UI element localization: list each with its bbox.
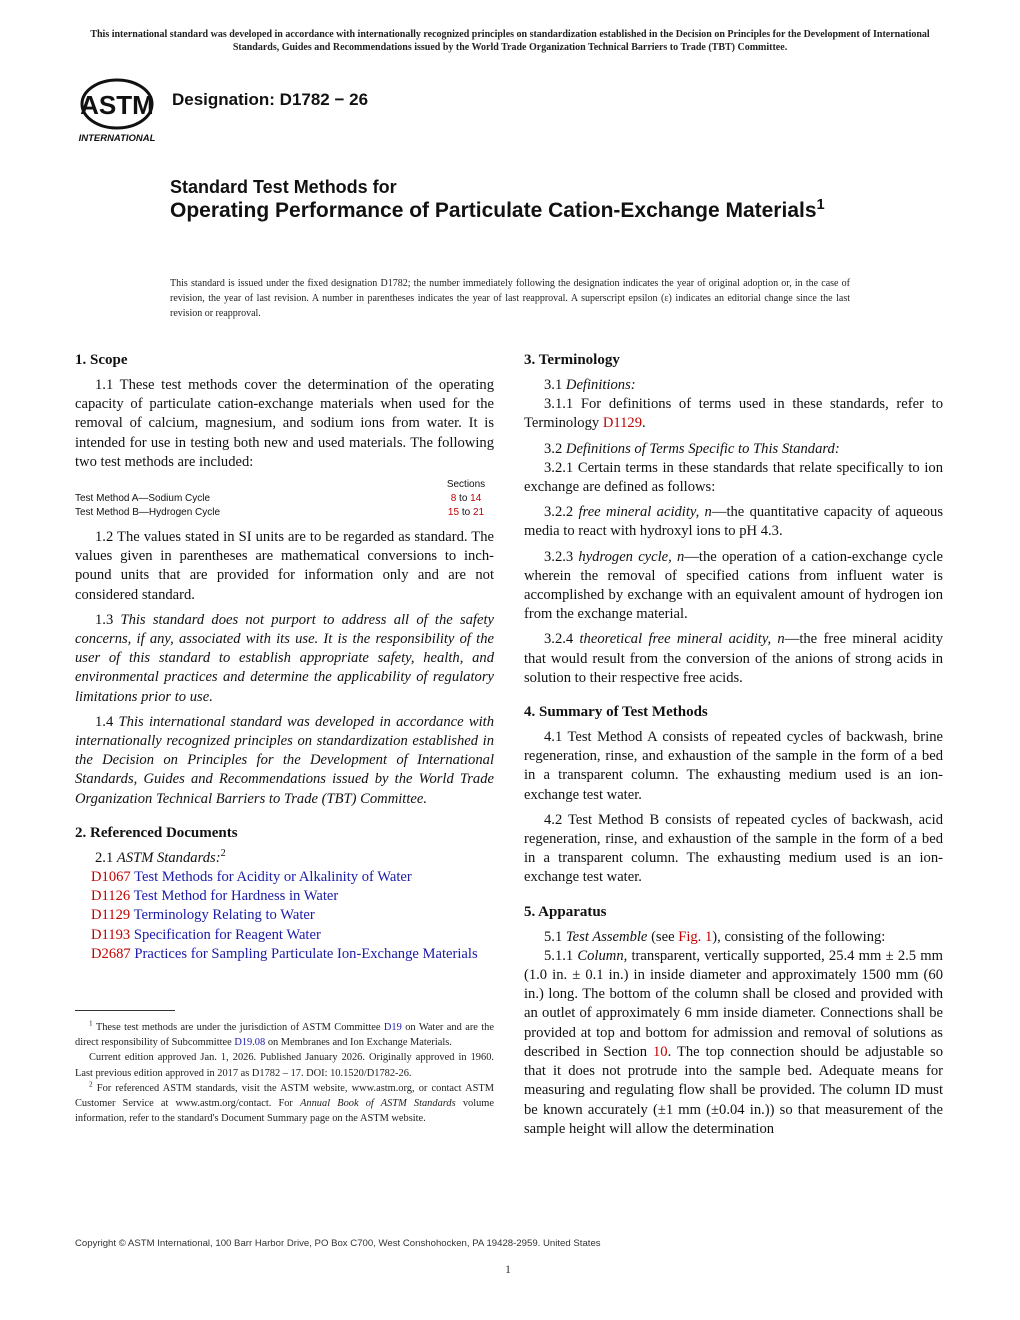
section-heading-terminology: 3. Terminology — [524, 352, 620, 368]
test-method-table — [75, 478, 494, 520]
issued-note: This standard is issued under the fixed designation D1782; the number immediately following the designation indicates the year of original adoption or, in the case of revision, the year of last revision. A number in parentheses indicates the year of last reapproval. A superscript epsilon (ε) indicates an editorial change since the last revision or reapproval. — [170, 278, 850, 319]
logo-sub: INTERNATIONAL — [78, 133, 156, 144]
para-1-1: 1.1 These test methods cover the determination of the operating capacity of particulate cation-exchange materials when used for the removal of calcium, magnesium, and sodium ions from water. It is intended for use in testing both new and used materials. The following two test methods are included: — [75, 377, 494, 470]
table-row: Test Method A—Sodium Cycle 8 to 14 — [75, 493, 482, 505]
para-4-2: 4.2 Test Method B consists of repeated cycles of backwash, acid regeneration, rinse, and exhaustion of the sample in the form of a bed in a transparent column. The exhausting medium used is an ion-exchange test water. — [524, 811, 943, 886]
para-1-2: 1.2 The values stated in SI units are to be regarded as standard. The values given in parentheses are mathematical conversions to inch-pound units that are provided for information only and are not considered standard. — [75, 529, 494, 603]
footnote-2: $^2$ For referenced ASTM standards, visit the ASTM website, www.astm.org, or contact ASTM Customer Service at www.astm.org/contact. For Annual Book of ASTM Standards volume information, refer to the standard's Document Summary page on the ASTM website. — [75, 1080, 494, 1125]
table-header: Sections — [446, 479, 486, 491]
para-3-2-1: 3.2.1 Certain terms in these standards that relate specifically to ion exchange are defined as follows: — [524, 459, 943, 496]
subcommittee-link[interactable]: D19.08 — [234, 1037, 266, 1049]
para-5-1: 5.1 Test Assemble (see Fig. 1), consisting of the following: — [544, 928, 886, 945]
title-line1: Standard Test Methods for — [170, 177, 397, 197]
section-link[interactable]: 10 — [652, 1043, 668, 1060]
section-link[interactable]: 21 — [472, 507, 485, 519]
document-title — [170, 176, 850, 224]
reference-code-link[interactable]: D1067 — [91, 869, 131, 886]
astm-logo — [72, 78, 162, 144]
reference-item — [75, 906, 494, 925]
para-5-1-1: 5.1.1 Column, transparent, vertically supported, 25.4 mm ± 2.5 mm (1.0 in. ± 0.1 in.) in inside diameter and approximately 1500 mm (60 in.) long. The bottom of the column shall be closed and provided with an outlet of approximately 6 mm inside diameter. Connections shall be provided at top and bottom for admission and removal of solutions as described in Section 10. The top connection should be adjustable so that it does not protrude into the sample bed. Adequate means for measuring and regulating flow shall be provided. The column ID must be known accurately (±1 mm (±0.04 in.)) so that measurement of the sample height will allow the determination — [524, 947, 943, 1137]
reference-title-link[interactable]: Specification for Reagent Water — [133, 926, 321, 943]
para-3-2-3: 3.2.3 hydrogen cycle, n—the operation of a cation-exchange cycle wherein the removal of specified cations from influent water is accomplished by exchange with an equivalent amount of hydrogen ion from the exchange material. — [524, 548, 943, 623]
figure-link[interactable]: Fig. 1 — [678, 928, 713, 945]
terminology-link[interactable]: D1129 — [602, 415, 643, 432]
reference-title-link[interactable]: Practices for Sampling Particulate Ion-Exchange Materials — [134, 945, 478, 962]
footnotes — [75, 1020, 494, 1126]
title-line2: Operating Performance of Particulate Cation-Exchange Materials — [170, 199, 817, 222]
section-heading-referenced-documents: 2. Referenced Documents — [75, 824, 238, 841]
section-heading-apparatus: 5. Apparatus — [524, 903, 607, 920]
logo-mark: ASTM — [80, 90, 154, 120]
reference-item — [75, 926, 494, 945]
reference-code-link[interactable]: D1126 — [91, 888, 131, 905]
reference-list — [75, 868, 494, 964]
title-footnote-mark: 1 — [816, 197, 825, 213]
section-link[interactable]: 15 — [447, 507, 460, 519]
para-1-4: 1.4 This international standard was developed in accordance with internationally recognized principles on standardization established in the Decision on Principles for the Development of International Standards, Guides and Recommendations issued by the World Trade Organization Technical Barriers to Trade (TBT) Committee. — [75, 713, 495, 807]
page-number: 1 — [505, 1262, 511, 1276]
section-heading-scope: 1. Scope — [75, 352, 128, 368]
section-link[interactable]: 14 — [470, 493, 482, 505]
para-3-2: 3.2 Definitions of Terms Specific to This Standard: — [544, 440, 840, 457]
para-3-2-4: 3.2.4 theoretical free mineral acidity, n—the free mineral acidity that would result from the conversion of the anions of strong acids in solution to their respective free acids. — [524, 631, 943, 686]
reference-title-link[interactable]: Terminology Relating to Water — [133, 907, 315, 924]
reference-item — [75, 868, 494, 887]
para-3-1: 3.1 Definitions: — [544, 377, 636, 393]
para-4-1: 4.1 Test Method A consists of repeated cycles of backwash, brine regeneration, rinse, and exhaustion of the sample in the form of a bed in a transparent column. The exhausting medium used is an ion-exchange test water. — [524, 729, 943, 803]
reference-code-link[interactable]: D1129 — [91, 907, 131, 924]
copyright-line: Copyright © ASTM International, 100 Barr Harbor Drive, PO Box C700, West Conshohocken, PA 19428-2959. United States — [75, 1238, 601, 1249]
reference-item — [75, 945, 494, 964]
section-heading-summary: 4. Summary of Test Methods — [524, 704, 708, 721]
committee-link[interactable]: D19 — [383, 1022, 402, 1033]
header-notice: This international standard was developed in accordance with internationally recognized principles on standardization established in the Decision on Principles for the Development of International Standards, Guides and Recommendations issued by the World Trade Organization Technical Barriers to Trade (TBT) Committee. — [90, 29, 930, 53]
left-column — [75, 350, 494, 964]
footnote-divider — [75, 1010, 175, 1011]
para-3-1-1: 3.1.1 For definitions of terms used in these standards, refer to Terminology D1129. — [524, 396, 943, 432]
reference-item — [75, 887, 494, 906]
footnote-1-edition: Current edition approved Jan. 1, 2026. Published January 2026. Originally approved in 1960. Last previous edition approved in 2017 as D1782 – 17. DOI: 10.1520/D1782-26. — [75, 1052, 494, 1079]
para-3-2-2: 3.2.2 free mineral acidity, n—the quantitative capacity of aqueous media to react with hydroxyl ions to pH 4.3. — [524, 504, 943, 540]
reference-title-link[interactable]: Test Method for Hardness in Water — [133, 888, 339, 905]
table-row: Test Method B—Hydrogen Cycle 15 to 21 — [75, 507, 485, 519]
footnote-1: $^1$ These test methods are under the jurisdiction of ASTM Committee D19 on Water and are the direct responsibility of Subcommittee D19.08 on Membranes and Ion Exchange Materials. — [75, 1019, 494, 1049]
designation: Designation: D1782 − 26 — [172, 90, 369, 109]
reference-code-link[interactable]: D1193 — [91, 926, 131, 943]
right-column — [524, 350, 943, 1145]
section-link[interactable]: 8 — [450, 493, 457, 505]
reference-title-link[interactable]: Test Methods for Acidity or Alkalinity of Water — [134, 869, 412, 886]
para-2-1: 2.1 ASTM Standards:$^2$ — [95, 848, 226, 866]
para-1-3: 1.3 This standard does not purport to address all of the safety concerns, if any, associated with its use. It is the responsibility of the user of this standard to establish appropriate safety, health, and environmental practices and determine the applicability of regulatory limitations prior to use. — [75, 611, 494, 705]
reference-code-link[interactable]: D2687 — [91, 945, 131, 962]
